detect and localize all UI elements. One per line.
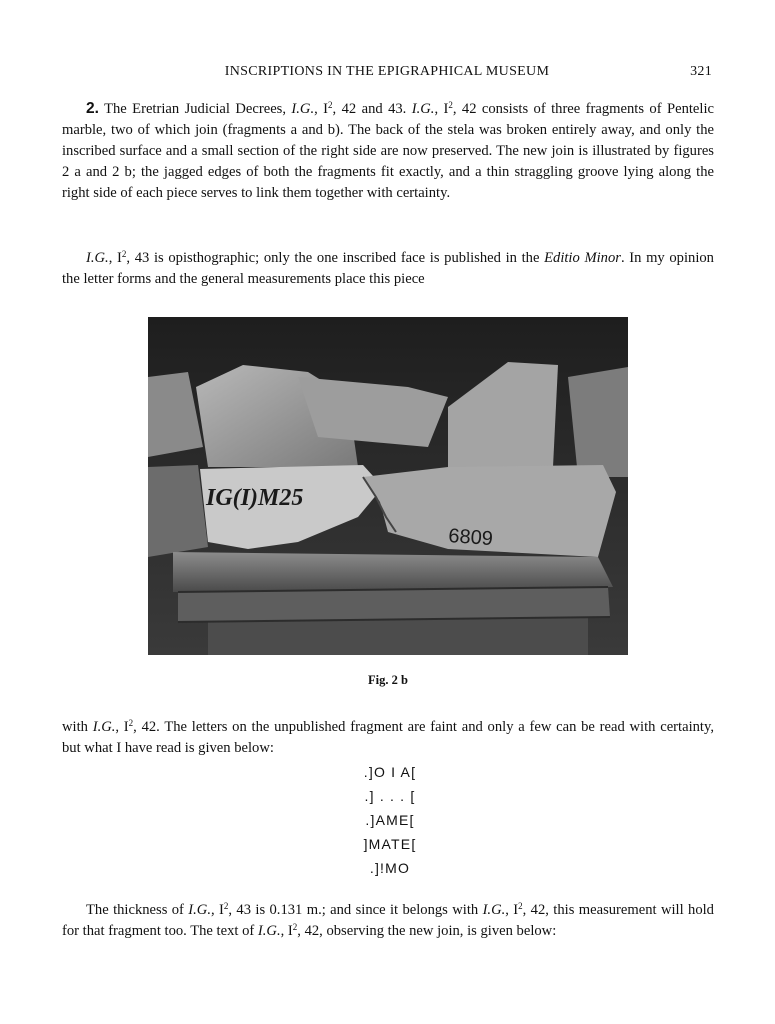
text: , I: [314, 101, 329, 117]
figure-caption: Fig. 2 b: [368, 673, 408, 687]
text: , I: [211, 902, 224, 918]
page-number: 321: [690, 64, 712, 79]
inscription-text: [330, 760, 450, 880]
citation-ig: I.G.: [291, 101, 315, 117]
inscription-line: .]AME[: [365, 812, 415, 828]
editio-minor: Editio Minor: [544, 250, 621, 266]
text: , I: [108, 250, 122, 266]
citation-ig: I.G.: [257, 923, 281, 939]
inscription-line: .] . . . [: [364, 788, 416, 804]
stone-label-right: 6809: [447, 525, 494, 551]
citation-ig: I.G.: [188, 902, 211, 918]
figure-photo: [148, 317, 628, 655]
paragraph-unpublished-fragment: [62, 717, 714, 759]
superscript: 2: [518, 901, 523, 911]
stone-label-left: IG(I)M25: [206, 485, 304, 511]
text: , I: [434, 101, 449, 117]
text: , 42, this measurement will hold for that fragment too. The text of: [62, 902, 714, 939]
text: , I: [505, 902, 519, 918]
superscript: 2: [292, 922, 298, 932]
superscript: 2: [128, 718, 134, 728]
text: , 43 is opisthographic; only the one inscribed face is published in the: [126, 250, 545, 266]
running-head-title: INSCRIPTIONS IN THE EPIGRAPHICAL MUSEUM: [224, 64, 550, 79]
text: , I: [280, 923, 293, 939]
citation-ig: I.G.: [411, 101, 435, 117]
superscript: 2: [328, 100, 333, 110]
superscript: 2: [223, 901, 229, 911]
text: The Eretrian Judicial Decrees,: [98, 101, 292, 117]
superscript: 2: [448, 100, 453, 110]
text: with: [62, 719, 93, 735]
text: The thickness of: [86, 902, 189, 918]
text: , 42. The letters on the unpublished fragment are faint and only a few can be read with certainty, but what I have read is given below:: [62, 719, 714, 756]
text: , 42, observing the new join, is given below:: [297, 923, 557, 939]
citation-ig: I.G.: [482, 902, 506, 918]
stone-fragments-photo: [148, 317, 628, 655]
inscription-line: .]!MO: [369, 860, 411, 876]
text: , 43 is 0.131 m.; and since it belongs with: [228, 902, 483, 918]
citation-ig: I.G.: [86, 250, 109, 266]
paragraph-thickness: [62, 900, 714, 942]
inscription-line: .]O I A[: [363, 764, 417, 780]
paragraph-opisthographic: [62, 248, 714, 290]
citation-ig: I.G.: [92, 719, 116, 735]
paragraph-eretrian-decrees: [62, 98, 714, 204]
superscript: 2: [121, 249, 127, 259]
text: , 42 consists of three fragments of Pentelic marble, two of which join (fragments a and b). The back of the stela was broken entirely away, and only the inscribed surface and a small section of the right side are now preserved. The new join is illustrated by figures 2 a and 2 b; the jagged edges of both the fragments fit exactly, and a thin straggling groove lying along the right side of each piece serves to link them together with certainty.: [62, 101, 714, 201]
section-number: 2.: [86, 100, 99, 117]
inscription-line: ]MATE[: [363, 836, 417, 852]
text: . In my opinion the letter forms and the general measurements place this piece: [62, 250, 714, 287]
text: , 42 and 43.: [332, 101, 412, 117]
text: , I: [115, 719, 129, 735]
